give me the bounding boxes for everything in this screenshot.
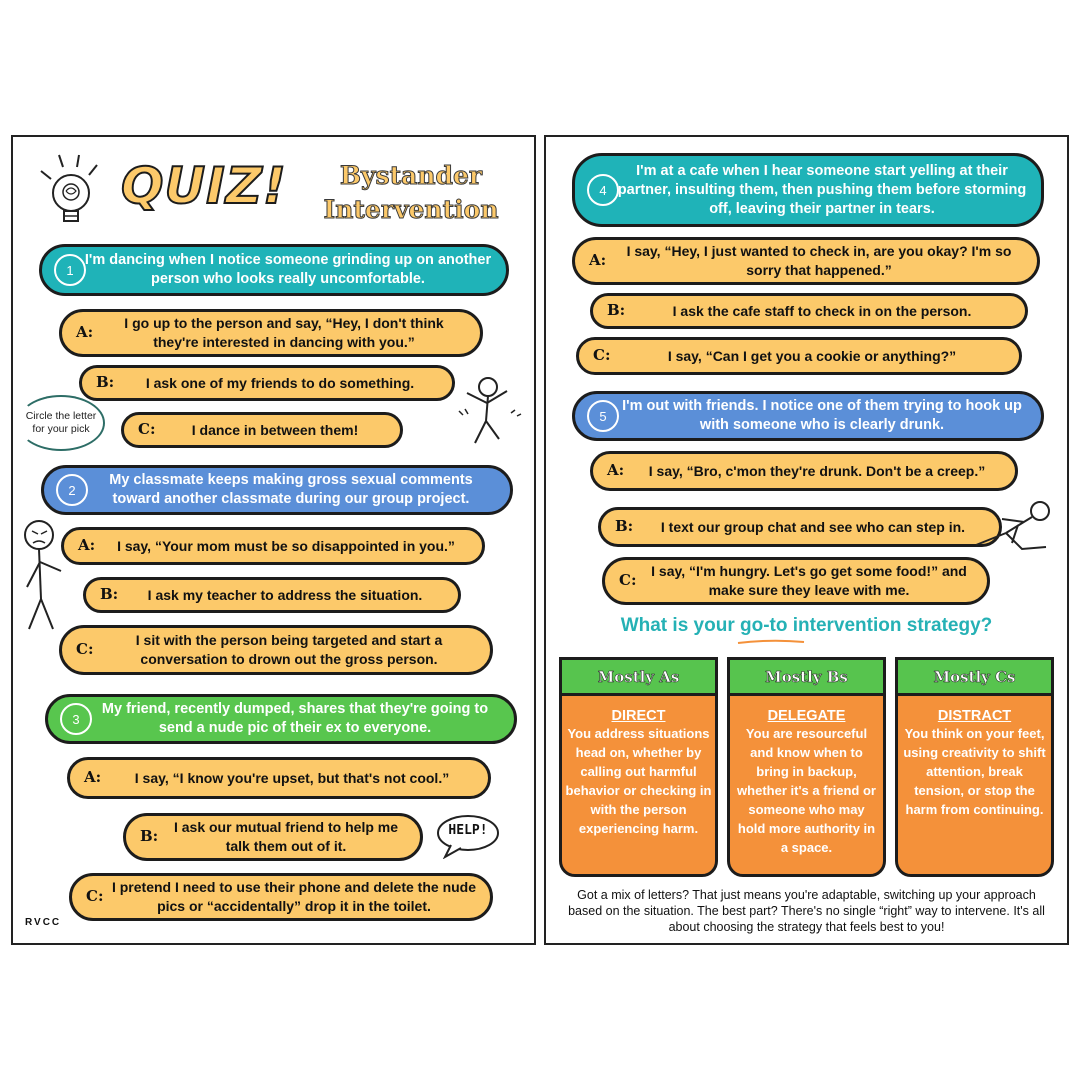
answer-5b[interactable] bbox=[598, 507, 1002, 547]
answer-4c[interactable] bbox=[576, 337, 1022, 375]
answer-5c[interactable] bbox=[602, 557, 990, 605]
strategy-header: Mostly Bs bbox=[730, 660, 883, 696]
circle-note: Circle the letter for your pick bbox=[17, 395, 105, 451]
footer-note: Got a mix of letters? That just means you're adaptable, switching up your approach based on the situation. The best part? There's no single “right” way to intervene. It's all about choosing the strategy that feels best to you! bbox=[568, 888, 1045, 934]
title-line-2: Intervention bbox=[323, 195, 499, 224]
strategy-name: DISTRACT bbox=[937, 708, 1012, 724]
answer-2a[interactable] bbox=[61, 527, 485, 565]
question-text-3: My friend, recently dumped, shares that they're going to send a nude pic of their ex to everyone. bbox=[101, 701, 489, 736]
answer-text: I say, “I know you're upset, but that's not cool.” bbox=[134, 769, 450, 786]
answer-text: I say, “Your mom must be so disappointed in you.” bbox=[117, 537, 455, 554]
question-4 bbox=[572, 153, 1044, 227]
quiz-title: QUIZ! bbox=[121, 157, 287, 215]
answer-2c[interactable] bbox=[59, 625, 493, 675]
strategy-header: Mostly Cs bbox=[898, 660, 1051, 696]
answer-text: I ask our mutual friend to help me talk them out of it. bbox=[173, 819, 399, 854]
answer-letter: C: bbox=[86, 887, 104, 905]
right-page bbox=[544, 135, 1069, 945]
strategy-heading: What is your go-to intervention strategy? bbox=[620, 615, 993, 636]
answer-text: I ask the cafe staff to check in on the person. bbox=[672, 302, 972, 319]
answer-letter: A: bbox=[78, 536, 96, 554]
answer-text: I go up to the person and say, “Hey, I don't think they're interested in dancing with you.” bbox=[124, 315, 444, 350]
answer-letter: A: bbox=[76, 323, 94, 341]
strategy-description: You address situations head on, whether by calling out harmful behavior or checking in with the person experiencing harm. bbox=[565, 726, 712, 836]
answer-text: I text our group chat and see who can step in. bbox=[660, 518, 966, 535]
question-number-5: 5 bbox=[587, 400, 619, 432]
question-text-4: I'm at a cafe when I hear someone start yelling at their partner, insulting them, then pushing them before storming off, leaving their partner in tears. bbox=[617, 162, 1027, 217]
answer-text: I dance in between them! bbox=[191, 421, 359, 438]
strategy-header: Mostly As bbox=[562, 660, 715, 696]
answer-3c[interactable] bbox=[69, 873, 493, 921]
answer-2b[interactable] bbox=[83, 577, 461, 613]
question-text-2: My classmate keeps making gross sexual comments toward another classmate during our group project. bbox=[109, 472, 473, 507]
question-text-1: I'm dancing when I notice someone grinding up on another person who looks really uncomfortable. bbox=[84, 252, 492, 287]
answer-text: I say, “I'm hungry. Let's go get some food!” and make sure they leave with me. bbox=[651, 563, 967, 598]
answer-text: I say, “Bro, c'mon they're drunk. Don't be a creep.” bbox=[648, 462, 986, 479]
strategy-name: DIRECT bbox=[611, 708, 666, 724]
crawling-figure-icon bbox=[962, 497, 1062, 557]
strategy-card-distract bbox=[895, 657, 1054, 877]
answer-4a[interactable] bbox=[572, 237, 1040, 285]
strategy-description: You think on your feet, using creativity to shift attention, break tension, or stop the harm from continuing. bbox=[903, 726, 1046, 817]
heading-underline-decoration bbox=[736, 639, 806, 645]
title-line-1: Bystander bbox=[339, 161, 483, 190]
question-3 bbox=[45, 694, 517, 744]
answer-3b[interactable] bbox=[123, 813, 423, 861]
answer-4b[interactable] bbox=[590, 293, 1028, 329]
answer-1a[interactable] bbox=[59, 309, 483, 357]
answer-1c[interactable] bbox=[121, 412, 403, 448]
question-number-4: 4 bbox=[587, 174, 619, 206]
help-speech-bubble bbox=[435, 813, 501, 859]
answer-text: I sit with the person being targeted and start a conversation to drown out the gross person. bbox=[135, 632, 443, 667]
strategy-card-direct bbox=[559, 657, 718, 877]
answer-text: I ask one of my friends to do something. bbox=[145, 374, 415, 391]
answer-letter: C: bbox=[138, 420, 156, 438]
answer-letter: B: bbox=[615, 517, 634, 535]
bystander-intervention-title bbox=[301, 159, 521, 227]
help-text: HELP! bbox=[448, 823, 488, 838]
answer-letter: B: bbox=[96, 373, 115, 391]
strategy-description: You are resourceful and know when to bring in backup, whether it's a friend or someone who may hold more authority in a space. bbox=[737, 726, 876, 855]
answer-letter: C: bbox=[76, 640, 94, 658]
question-text-5: I'm out with friends. I notice one of them trying to hook up with someone who is clearly drunk. bbox=[622, 398, 1022, 433]
strategy-card-delegate bbox=[727, 657, 886, 877]
question-5 bbox=[572, 391, 1044, 441]
answer-text: I pretend I need to use their phone and delete the nude pics or “accidentally” drop it in the toilet. bbox=[111, 879, 477, 914]
answer-text: I ask my teacher to address the situation. bbox=[147, 586, 423, 603]
answer-letter: B: bbox=[140, 827, 159, 845]
question-2 bbox=[41, 465, 513, 515]
answer-text: I say, “Can I get you a cookie or anything?” bbox=[667, 347, 957, 364]
question-1 bbox=[39, 244, 509, 296]
answer-letter: A: bbox=[84, 768, 102, 786]
question-number-1: 1 bbox=[54, 254, 86, 286]
answer-letter: C: bbox=[619, 571, 637, 589]
strategy-name: DELEGATE bbox=[767, 708, 846, 724]
left-page bbox=[11, 135, 536, 945]
answer-letter: A: bbox=[589, 251, 607, 269]
answer-letter: C: bbox=[593, 346, 611, 364]
question-number-3: 3 bbox=[60, 703, 92, 735]
answer-1b[interactable] bbox=[79, 365, 455, 401]
answer-letter: B: bbox=[100, 585, 119, 603]
rvcc-logo: RVCC bbox=[25, 917, 62, 928]
question-number-2: 2 bbox=[56, 474, 88, 506]
answer-letter: A: bbox=[607, 461, 625, 479]
answer-text: I say, “Hey, I just wanted to check in, are you okay? I'm so sorry that happened.” bbox=[626, 243, 1012, 278]
dancing-figure-icon bbox=[453, 371, 523, 451]
answer-5a[interactable] bbox=[590, 451, 1018, 491]
answer-letter: B: bbox=[607, 301, 626, 319]
lightbulb-brain-icon bbox=[31, 151, 111, 231]
answer-3a[interactable] bbox=[67, 757, 491, 799]
